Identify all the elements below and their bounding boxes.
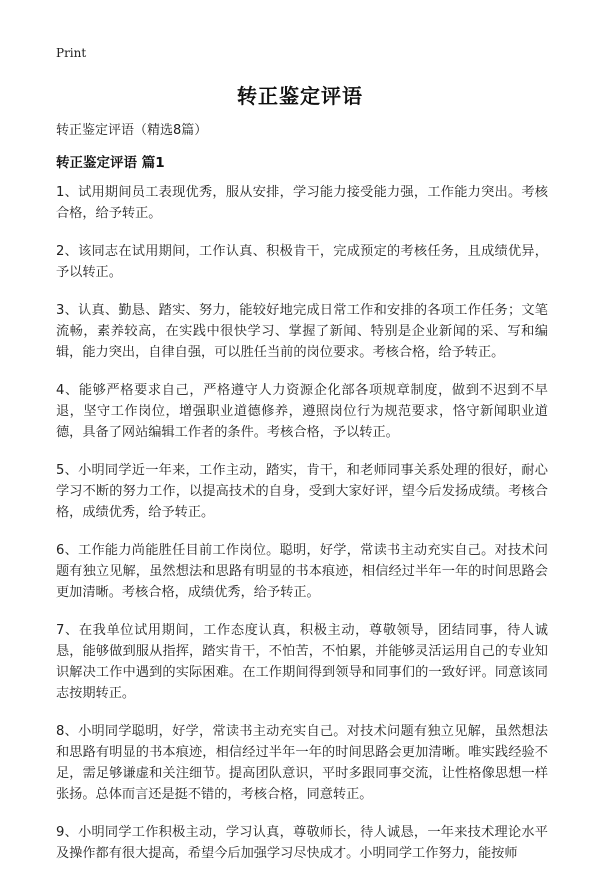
paragraph-9: 9、小明同学工作积极主动，学习认真，尊敬师长，待人诚恳，一年来技术理论水平及操作都有很大提高，希望今后加强学习尽快成才。小明同学工作努力，能按师 xyxy=(56,825,548,861)
page-title: 转正鉴定评语 xyxy=(237,84,363,108)
document-subtitle: 转正鉴定评语（精选8篇） xyxy=(56,123,208,138)
section-heading: 转正鉴定评语 篇1 xyxy=(56,155,165,171)
paragraph-5: 5、小明同学近一年来，工作主动，踏实，肯干，和老师同事关系处理的很好，耐心学习不断的努力工作，以提高技术的自身，受到大家好评，望今后发扬成绩。考核合格，成绩优秀，给予转正。 xyxy=(56,463,548,520)
paragraph-3: 3、认真、勤恳、踏实、努力，能较好地完成日常工作和安排的各项工作任务；文笔流畅，素养较高，在实践中很快学习、掌握了新闻、特别是企业新闻的采、写和编辑，能力突出，自律自强，可以胜任当前的岗位要求。考核合格，给予转正。 xyxy=(56,303,548,360)
print-link[interactable]: Print xyxy=(56,46,87,60)
paragraph-7: 7、在我单位试用期间，工作态度认真，积极主动，尊敬领导，团结同事，待人诚恳，能够做到服从指挥，踏实肯干，不怕苦，不怕累，并能够灵活运用自己的专业知识解决工作中遇到的实际困难。在工作期间得到领导和同事们的一致好评。同意该同志按期转正。 xyxy=(56,623,548,701)
document-body xyxy=(56,182,548,881)
paragraph-2: 2、该同志在试用期间，工作认真、积极肯干，完成预定的考核任务，且成绩优异，予以转正。 xyxy=(56,244,548,280)
paragraph-1: 1、试用期间员工表现优秀，服从安排，学习能力接受能力强，工作能力突出。考核合格，给予转正。 xyxy=(56,185,548,221)
paragraph-8: 8、小明同学聪明，好学，常读书主动充实自己。对技术问题有独立见解，虽然想法和思路有明显的书本痕迹，相信经过半年一年的时间思路会更加清晰。唯实践经验不足，需足够谦虚和关注细节。提高团队意识，平时多跟同事交流，让性格像思想一样张扬。总体而言还是挺不错的，考核合格，同意转正。 xyxy=(56,724,548,802)
paragraph-6: 6、工作能力尚能胜任目前工作岗位。聪明，好学，常读书主动充实自己。对技术问题有独立见解，虽然想法和思路有明显的书本痕迹，相信经过半年一年的时间思路会更加清晰。考核合格，成绩优秀，给予转正。 xyxy=(56,543,548,600)
paragraph-4: 4、能够严格要求自己，严格遵守人力资源企化部各项规章制度，做到不迟到不早退，坚守工作岗位，增强职业道德修养，遵照岗位行为规范要求，恪守新闻职业道德，具备了网站编辑工作者的条件。考核合格，予以转正。 xyxy=(56,383,548,440)
